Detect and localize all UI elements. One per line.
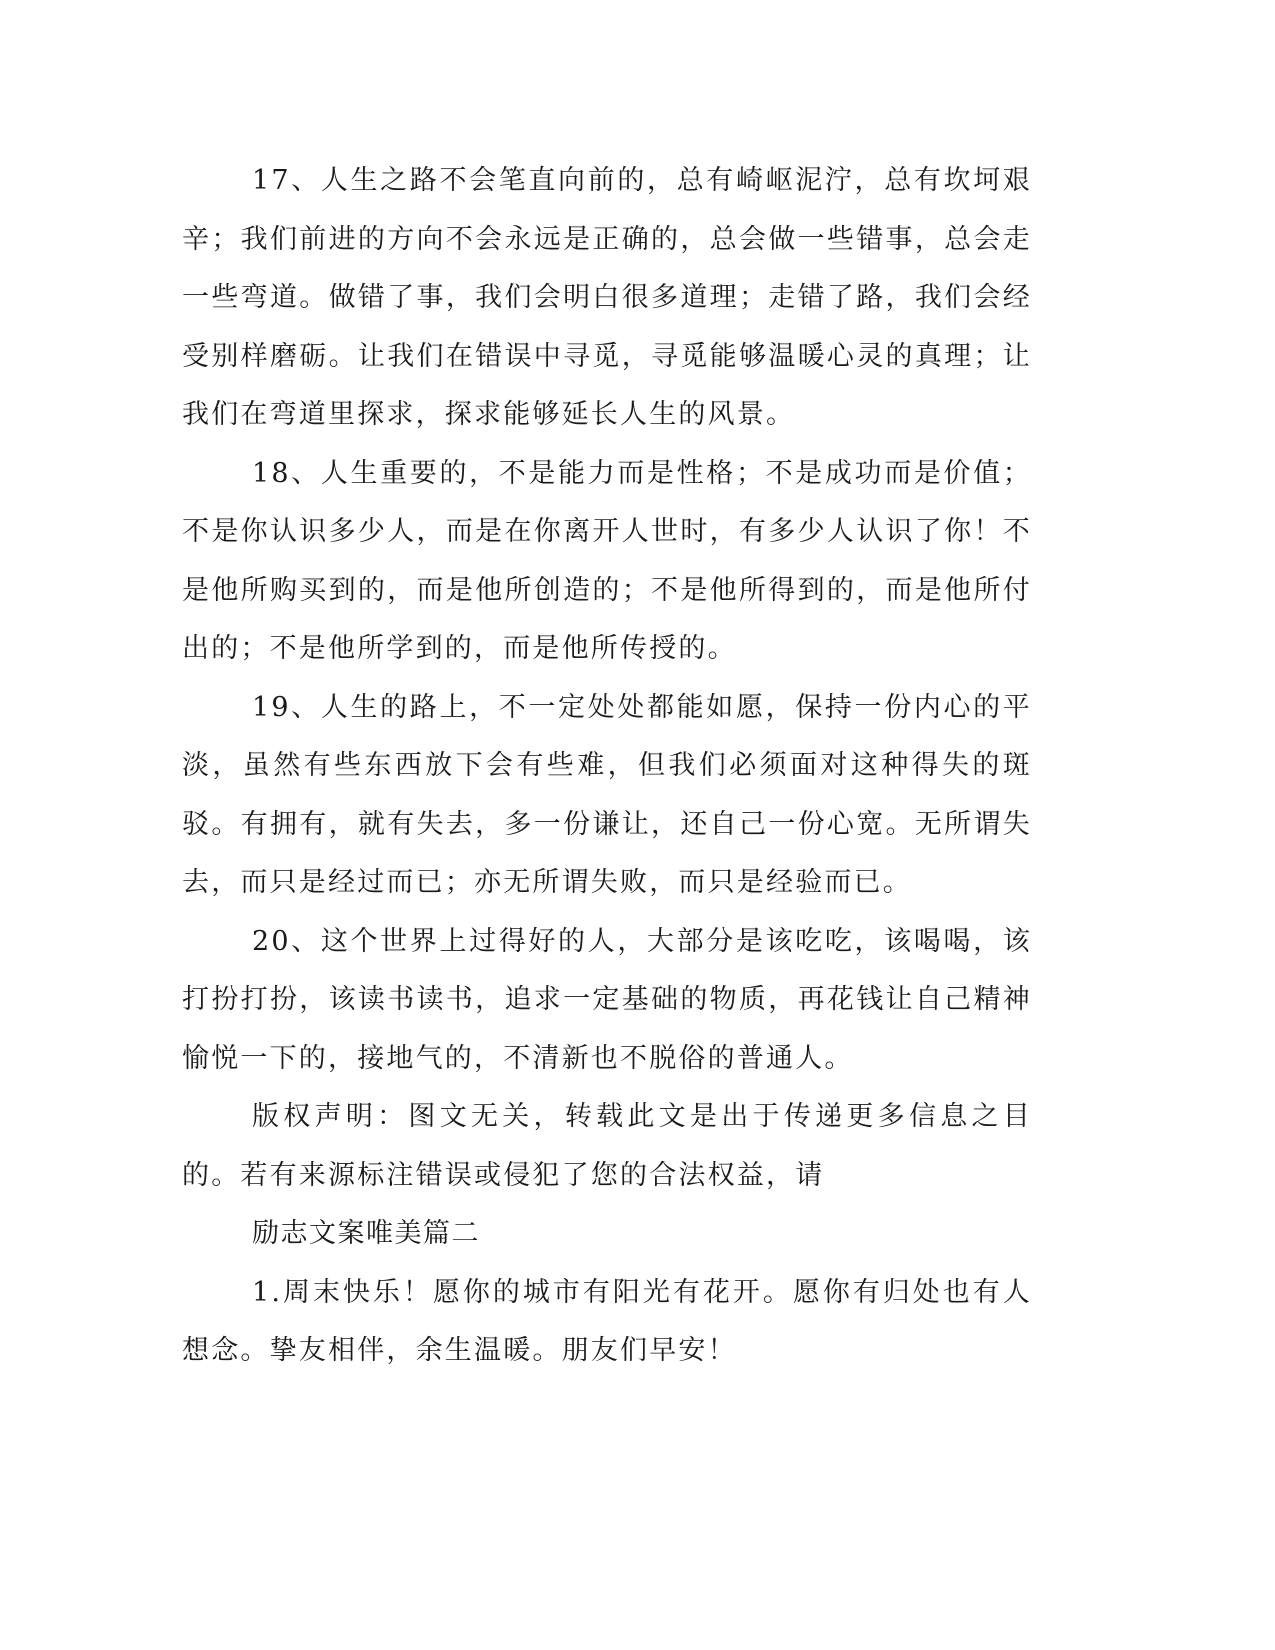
paragraph-19: 19、人生的路上，不一定处处都能如愿，保持一份内心的平淡，虽然有些东西放下会有些难，但我们必须面对这种得失的斑驳。有拥有，就有失去，多一份谦让，还自己一份心宽。无所谓失去，而只是经过而已；亦无所谓失败，而只是经验而已。 [182,691,1032,898]
section-heading: 励志文案唯美篇二 [252,1218,480,1249]
paragraph-20: 20、这个世界上过得好的人，大部分是该吃吃，该喝喝，该打扮打扮，该读书读书，追求一定基础的物质，再花钱让自己精神愉悦一下的，接地气的，不清新也不脱俗的普通人。 [182,925,1032,1074]
paragraph-18: 18、人生重要的，不是能力而是性格；不是成功而是价值；不是你认识多少人，而是在你离开人世时，有多少人认识了你！不是他所购买到的，而是他所创造的；不是他所得到的，而是他所付出的；不是他所学到的，而是他所传授的。 [182,457,1032,664]
document-page [182,152,1032,1381]
paragraph-17: 17、人生之路不会笔直向前的，总有崎岖泥泞，总有坎坷艰辛；我们前进的方向不会永远是正确的，总会做一些错事，总会走一些弯道。做错了事，我们会明白很多道理；走错了路，我们会经受别样磨砺。让我们在错误中寻觅，寻觅能够温暖心灵的真理；让我们在弯道里探求，探求能够延长人生的风景。 [182,165,1032,430]
paragraph-weekend-greeting: 1.周末快乐！愿你的城市有阳光有花开。愿你有归处也有人想念。挚友相伴，余生温暖。朋友们早安！ [182,1276,1032,1366]
copyright-notice: 版权声明：图文无关，转载此文是出于传递更多信息之目的。若有来源标注错误或侵犯了您的合法权益，请 [182,1101,1032,1191]
